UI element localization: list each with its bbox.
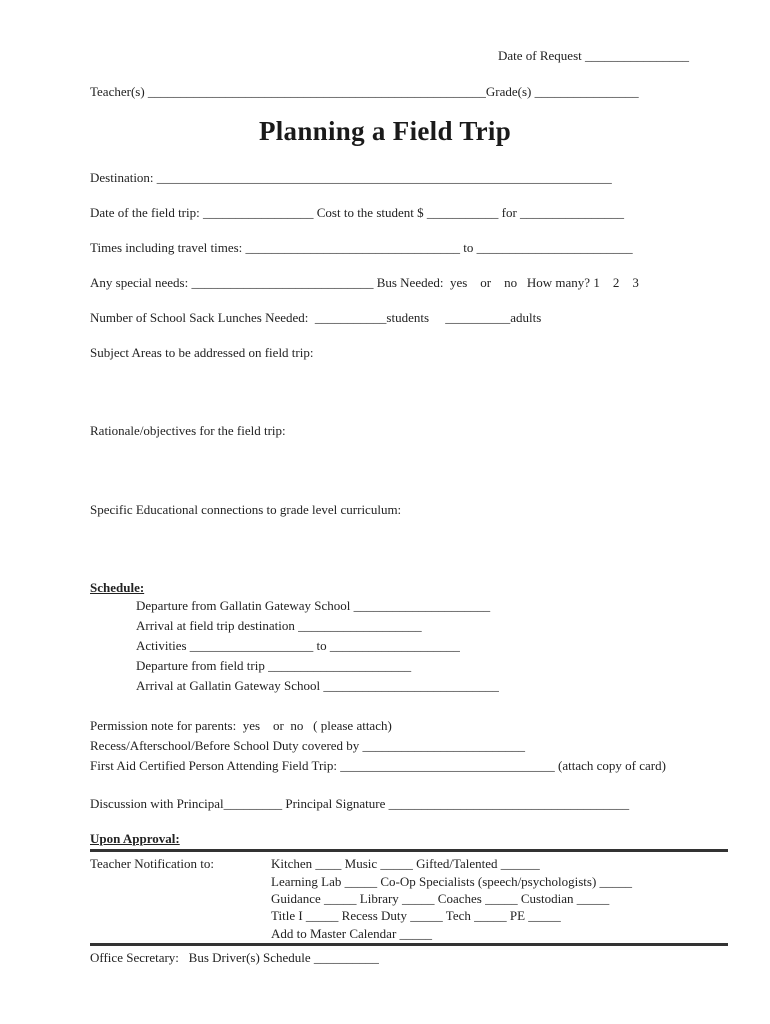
principal-field[interactable]: Discussion with Principal_________ Principal Signature _____________________________________ <box>90 796 630 811</box>
divider <box>90 849 728 852</box>
notification-line[interactable]: Add to Master Calendar _____ <box>271 926 433 941</box>
times-field[interactable]: Times including travel times: _________________________________ to ________________________ <box>90 240 633 255</box>
schedule-item[interactable]: Arrival at field trip destination ___________________ <box>136 618 422 633</box>
date-cost-field[interactable]: Date of the field trip: _________________ Cost to the student $ ___________ for ________________ <box>90 205 625 220</box>
destination-field[interactable]: Destination: ______________________________________________________________________ <box>90 170 612 185</box>
approval-heading: Upon Approval: <box>90 831 180 846</box>
notification-line[interactable]: Kitchen ____ Music _____ Gifted/Talented ______ <box>271 856 540 871</box>
first-aid-field[interactable]: First Aid Certified Person Attending Field Trip: _________________________________ (attach copy of card) <box>90 758 666 773</box>
schedule-item[interactable]: Arrival at Gallatin Gateway School ___________________________ <box>136 678 499 693</box>
schedule-item[interactable]: Departure from Gallatin Gateway School _____________________ <box>136 598 491 613</box>
divider <box>90 943 728 946</box>
subject-areas-label: Subject Areas to be addressed on field trip: <box>90 345 314 360</box>
connections-label: Specific Educational connections to grade level curriculum: <box>90 502 402 517</box>
lunches-field[interactable]: Number of School Sack Lunches Needed: ___________students __________adults <box>90 310 542 325</box>
teacher-grade-field[interactable]: Teacher(s) ____________________________________________________Grade(s) ________________ <box>90 84 639 99</box>
date-of-request-field[interactable]: Date of Request ________________ <box>498 48 690 63</box>
recess-duty-field[interactable]: Recess/Afterschool/Before School Duty covered by _________________________ <box>90 738 526 753</box>
office-secretary-field[interactable]: Office Secretary: Bus Driver(s) Schedule __________ <box>90 950 379 965</box>
schedule-heading: Schedule: <box>90 580 145 595</box>
permission-note-field[interactable]: Permission note for parents: yes or no ( please attach) <box>90 718 392 733</box>
teacher-notification-label: Teacher Notification to: <box>90 856 214 871</box>
notification-line[interactable]: Title I _____ Recess Duty _____ Tech _____ PE _____ <box>271 908 561 923</box>
schedule-item[interactable]: Departure from field trip ______________________ <box>136 658 412 673</box>
notification-line[interactable]: Guidance _____ Library _____ Coaches _____ Custodian _____ <box>271 891 610 906</box>
notification-line[interactable]: Learning Lab _____ Co-Op Specialists (speech/psychologists) _____ <box>271 874 633 889</box>
page-title: Planning a Field Trip <box>258 116 512 146</box>
special-needs-bus-field[interactable]: Any special needs: ____________________________ Bus Needed: yes or no How many? 1 2 3 <box>90 275 639 290</box>
schedule-item[interactable]: Activities ___________________ to ____________________ <box>136 638 460 653</box>
rationale-label: Rationale/objectives for the field trip: <box>90 423 286 438</box>
